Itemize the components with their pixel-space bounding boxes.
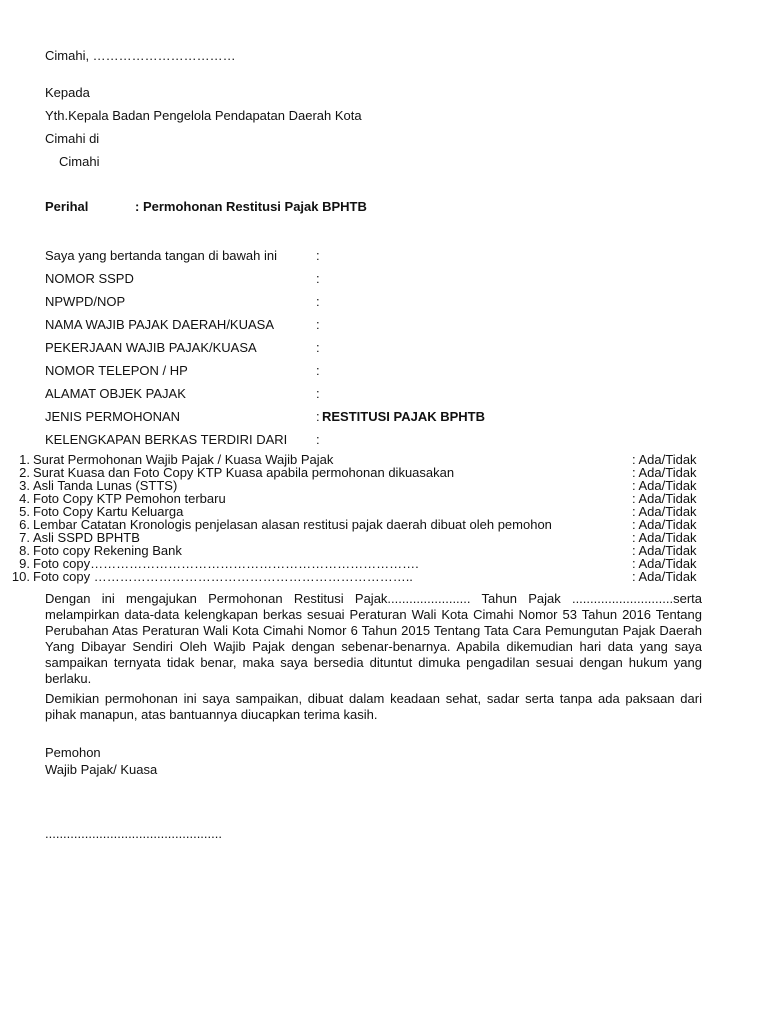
field-colon: : <box>316 363 320 378</box>
field-label: ALAMAT OBJEK PAJAK <box>45 386 186 401</box>
field-colon: : <box>316 432 320 447</box>
field-colon: : <box>316 386 320 401</box>
recipient-line-3: Cimahi <box>59 154 100 169</box>
list-text: Foto Copy KTP Pemohon terbaru <box>33 491 226 506</box>
list-status: : Ada/Tidak <box>632 465 697 480</box>
field-colon: : <box>316 317 320 332</box>
field-colon: : <box>316 271 320 286</box>
list-text: Surat Permohonan Wajib Pajak / Kuasa Wajib Pajak <box>33 452 334 467</box>
signature-line-2: Wajib Pajak/ Kuasa <box>45 762 158 777</box>
list-number: 2. <box>19 465 30 480</box>
subject-label: Perihal <box>45 199 89 214</box>
field-label: NOMOR TELEPON / HP <box>45 363 188 378</box>
field-value: RESTITUSI PAJAK BPHTB <box>322 409 485 424</box>
field-colon: : <box>316 340 320 355</box>
signature-line-1: Pemohon <box>45 745 101 760</box>
list-text: Foto copy ……………………………………………………………….. <box>33 569 413 584</box>
field-colon: : <box>316 248 320 263</box>
field-label: NAMA WAJIB PAJAK DAERAH/KUASA <box>45 317 274 332</box>
signature-blank: ................................................. <box>45 826 222 841</box>
list-status: : Ada/Tidak <box>632 452 697 467</box>
list-number: 5. <box>19 504 30 519</box>
list-text: Surat Kuasa dan Foto Copy KTP Kuasa apabila permohonan dikuasakan <box>33 465 455 480</box>
list-status: : Ada/Tidak <box>632 517 697 532</box>
body-paragraph-1: Dengan ini mengajukan Permohonan Restitusi Pajak....................... Tahun Pajak ............................serta melampirkan data-data kelengkapan berkas sesuai Peraturan Wali Kota Cimahi Nomor 53 Tahun 2016 Tentang Perubahan Atas Peraturan Wali Kota Cimahi Nomor 6 Tahun 2015 Tentang Tata Cara Pemungutan Pajak Daerah Yang Dibayar Sendiri Oleh Wajib Pajak dengan sebenar-benarnya. Apabila dikemudian hari data yang saya sampaikan ternyata tidak benar, maka saya bersedia dituntut dimuka pengadilan sesuai dengan hukum yang berlaku. <box>45 591 702 686</box>
list-number: 10. <box>11 569 30 584</box>
list-text: Asli SSPD BPHTB <box>33 530 140 545</box>
place-date: Cimahi, …………………………… <box>45 48 236 63</box>
list-status: : Ada/Tidak <box>632 569 697 584</box>
list-text: Foto copy…………………………………………………………………. <box>33 556 419 571</box>
recipient-line-1: Yth.Kepala Badan Pengelola Pendapatan Daerah Kota <box>45 108 362 123</box>
list-number: 4. <box>19 491 30 506</box>
list-status: : Ada/Tidak <box>632 556 697 571</box>
field-label: PEKERJAAN WAJIB PAJAK/KUASA <box>45 340 257 355</box>
field-colon: : <box>316 409 320 424</box>
field-label: NPWPD/NOP <box>45 294 126 309</box>
list-text: Foto copy Rekening Bank <box>33 543 182 558</box>
list-item <box>0 570 768 583</box>
list-status: : Ada/Tidak <box>632 530 697 545</box>
field-label: NOMOR SSPD <box>45 271 134 286</box>
list-number: 7. <box>19 530 30 545</box>
list-status: : Ada/Tidak <box>632 543 697 558</box>
field-label: KELENGKAPAN BERKAS TERDIRI DARI <box>45 432 288 447</box>
list-text: Foto Copy Kartu Keluarga <box>33 504 184 519</box>
field-label: JENIS PERMOHONAN <box>45 409 181 424</box>
list-number: 9. <box>19 556 30 571</box>
subject-value: : Permohonan Restitusi Pajak BPHTB <box>135 199 367 214</box>
list-text: Lembar Catatan Kronologis penjelasan alasan restitusi pajak daerah dibuat oleh pemohon <box>33 517 552 532</box>
list-text: Asli Tanda Lunas (STTS) <box>33 478 178 493</box>
list-number: 8. <box>19 543 30 558</box>
documents-list <box>0 453 768 583</box>
list-number: 1. <box>19 452 30 467</box>
recipient-to: Kepada <box>45 85 90 100</box>
field-label: Saya yang bertanda tangan di bawah ini <box>45 248 278 263</box>
list-status: : Ada/Tidak <box>632 491 697 506</box>
list-status: : Ada/Tidak <box>632 504 697 519</box>
field-colon: : <box>316 294 320 309</box>
body-paragraph-2: Demikian permohonan ini saya sampaikan, dibuat dalam keadaan sehat, sadar serta tanpa ada paksaan dari pihak manapun, atas bantuannya diucapkan terima kasih. <box>45 691 702 722</box>
recipient-line-2: Cimahi di <box>45 131 100 146</box>
list-number: 3. <box>19 478 30 493</box>
list-status: : Ada/Tidak <box>632 478 697 493</box>
list-number: 6. <box>19 517 30 532</box>
